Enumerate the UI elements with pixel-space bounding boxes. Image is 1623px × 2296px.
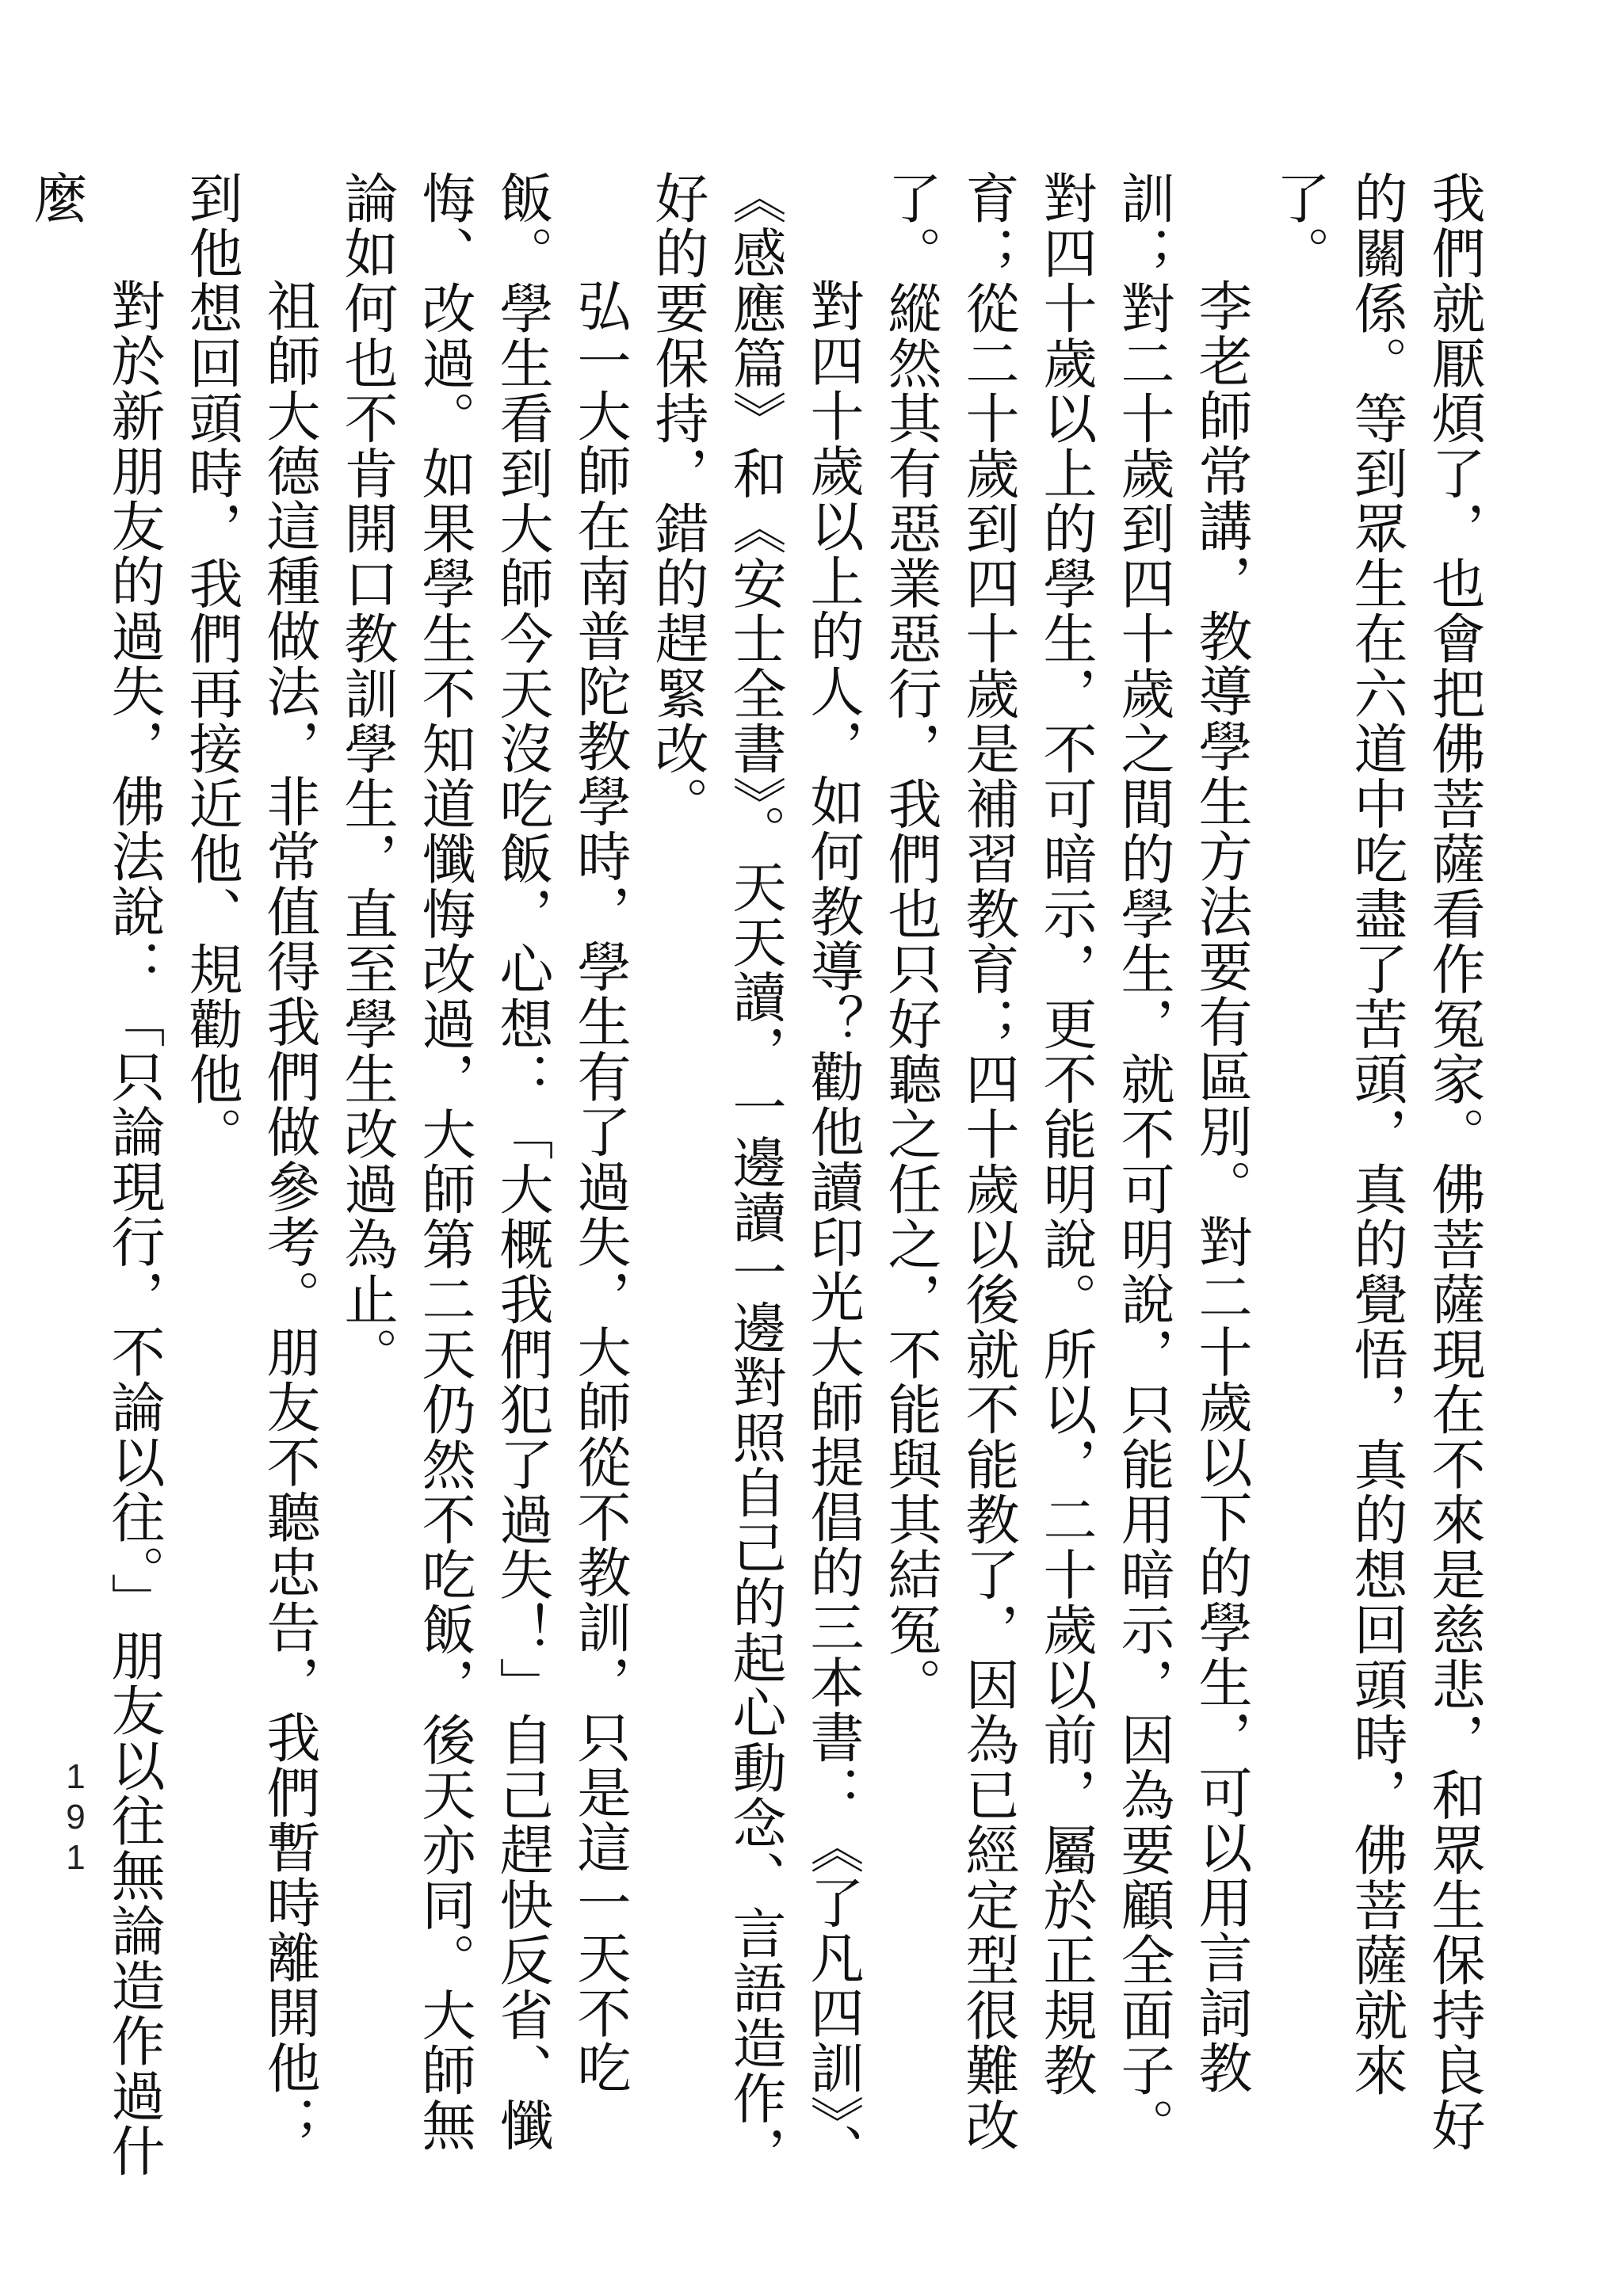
paragraph-3: 對四十歲以上的人，如何教導？勸他讀印光大師提倡的三本書：《了凡四訓》、《感應篇》和《安士全書》。天天讀，一邊讀一邊對照自己的起心動念、言語造作，好的要保持，錯的趕緊改。	[646, 170, 864, 2181]
page-number: 191	[56, 1757, 95, 1878]
paragraph-4: 弘一大師在南普陀教學時，學生有了過失，大師從不教訓，只是這一天不吃飯。學生看到大師今天沒吃飯，心想：「大概我們犯了過失！」自己趕快反省、懺悔、改過。如果學生不知道懺悔改過，大師第二天仍然不吃飯，後天亦同。大師無論如何也不肯開口教訓學生，直至學生改過為止。	[335, 170, 631, 2153]
paragraph-2: 李老師常講，教導學生方法要有區別。對二十歲以下的學生，可以用言詞教訓；對二十歲到四十歲之間的學生，就不可明說，只能用暗示，因為要顧全面子。對四十歲以上的學生，不可暗示，更不能明說。所以，二十歲以前，屬於正規教育；從二十歲到四十歲是補習教育；四十歲以後就不能教了，因為已經定型很難改了。縱然其有惡業惡行，我們也只好聽之任之，不能與其結冤。	[879, 170, 1252, 2153]
paragraph-1: 我們就厭煩了，也會把佛菩薩看作冤家。佛菩薩現在不來是慈悲，和眾生保持良好的關係。等到眾生在六道中吃盡了苦頭，真的覺悟，真的想回頭時，佛菩薩就來了。	[1267, 170, 1485, 2153]
paragraph-5: 祖師大德這種做法，非常值得我們做參考。朋友不聽忠告，我們暫時離開他；到他想回頭時，我們再接近他、規勸他。	[180, 170, 320, 2150]
paragraph-6: 對於新朋友的過失，佛法說：「只論現行，不論以往。」朋友以往無論造作過什麼	[25, 170, 165, 2179]
vertical-text-body	[17, 170, 1492, 2199]
